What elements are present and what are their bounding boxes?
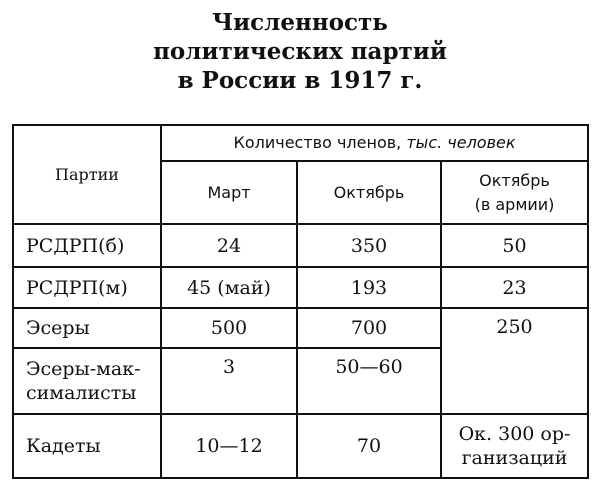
party-name-cell [13, 348, 161, 414]
october-value: 50—60 [335, 356, 403, 378]
title-line-3: в России в 1917 г. [177, 67, 423, 94]
october-value-cell [297, 308, 441, 348]
october-value-cell [297, 267, 441, 308]
army-value-line-2: ганизаций [461, 447, 568, 469]
header-cell-member-count [161, 125, 588, 161]
header-october-label: Октябрь [333, 182, 405, 202]
army-value-cell [441, 414, 588, 478]
march-value-cell [161, 348, 297, 414]
march-value: 24 [216, 234, 242, 257]
party-membership-table [12, 124, 589, 479]
october-value-cell [297, 224, 441, 267]
army-value-line-1: Ок. 300 ор- [458, 423, 571, 445]
header-cell-parties [13, 125, 161, 224]
army-value-cell [441, 224, 588, 267]
party-name: Кадеты [26, 435, 101, 457]
header-parties-label: Партии [55, 164, 119, 184]
party-name: РСДРП(м) [26, 276, 128, 299]
army-value: 50 [502, 234, 527, 257]
army-merged-value: 250 [496, 316, 533, 338]
march-value: 10—12 [195, 435, 263, 457]
header-october-army-line-1: Октябрь [479, 170, 550, 190]
title-line-2: политических партий [153, 38, 447, 65]
header-cell-march [161, 161, 297, 224]
army-merged-value-cell [441, 308, 588, 414]
header-cell-october [297, 161, 441, 224]
party-name: РСДРП(б) [26, 234, 125, 257]
table-row [13, 308, 588, 348]
october-value: 70 [356, 435, 382, 457]
header-group-prefix: Количество членов, [233, 133, 407, 152]
march-value-cell [161, 224, 297, 267]
party-name-cell [13, 308, 161, 348]
october-value-cell [297, 414, 441, 478]
october-value: 700 [350, 317, 388, 339]
header-group-unit: тыс. человек [406, 133, 516, 152]
header-cell-october-army [441, 161, 588, 224]
party-name: Эсеры [26, 317, 90, 339]
army-value-cell [441, 267, 588, 308]
title-line-1: Численность [212, 9, 388, 36]
party-name-line-1: Эсеры-мак- [26, 358, 141, 380]
party-name-cell [13, 224, 161, 267]
march-value: 3 [222, 356, 236, 378]
march-value: 500 [210, 317, 248, 339]
party-name-cell [13, 414, 161, 478]
october-value: 193 [350, 276, 388, 299]
header-row-1 [13, 125, 588, 161]
header-march-label: Март [207, 182, 251, 202]
march-value-cell [161, 414, 297, 478]
table-row [13, 224, 588, 267]
party-name-cell [13, 267, 161, 308]
party-name-line-2: сималисты [26, 382, 137, 404]
march-value-cell [161, 267, 297, 308]
header-october-army-line-2: (в армии) [474, 194, 555, 214]
march-value-cell [161, 308, 297, 348]
october-value-cell [297, 348, 441, 414]
army-value: 23 [502, 276, 527, 299]
table-row [13, 414, 588, 478]
october-value: 350 [350, 234, 388, 257]
march-value: 45 (май) [187, 276, 271, 299]
page-title [0, 8, 600, 95]
table-row [13, 267, 588, 308]
